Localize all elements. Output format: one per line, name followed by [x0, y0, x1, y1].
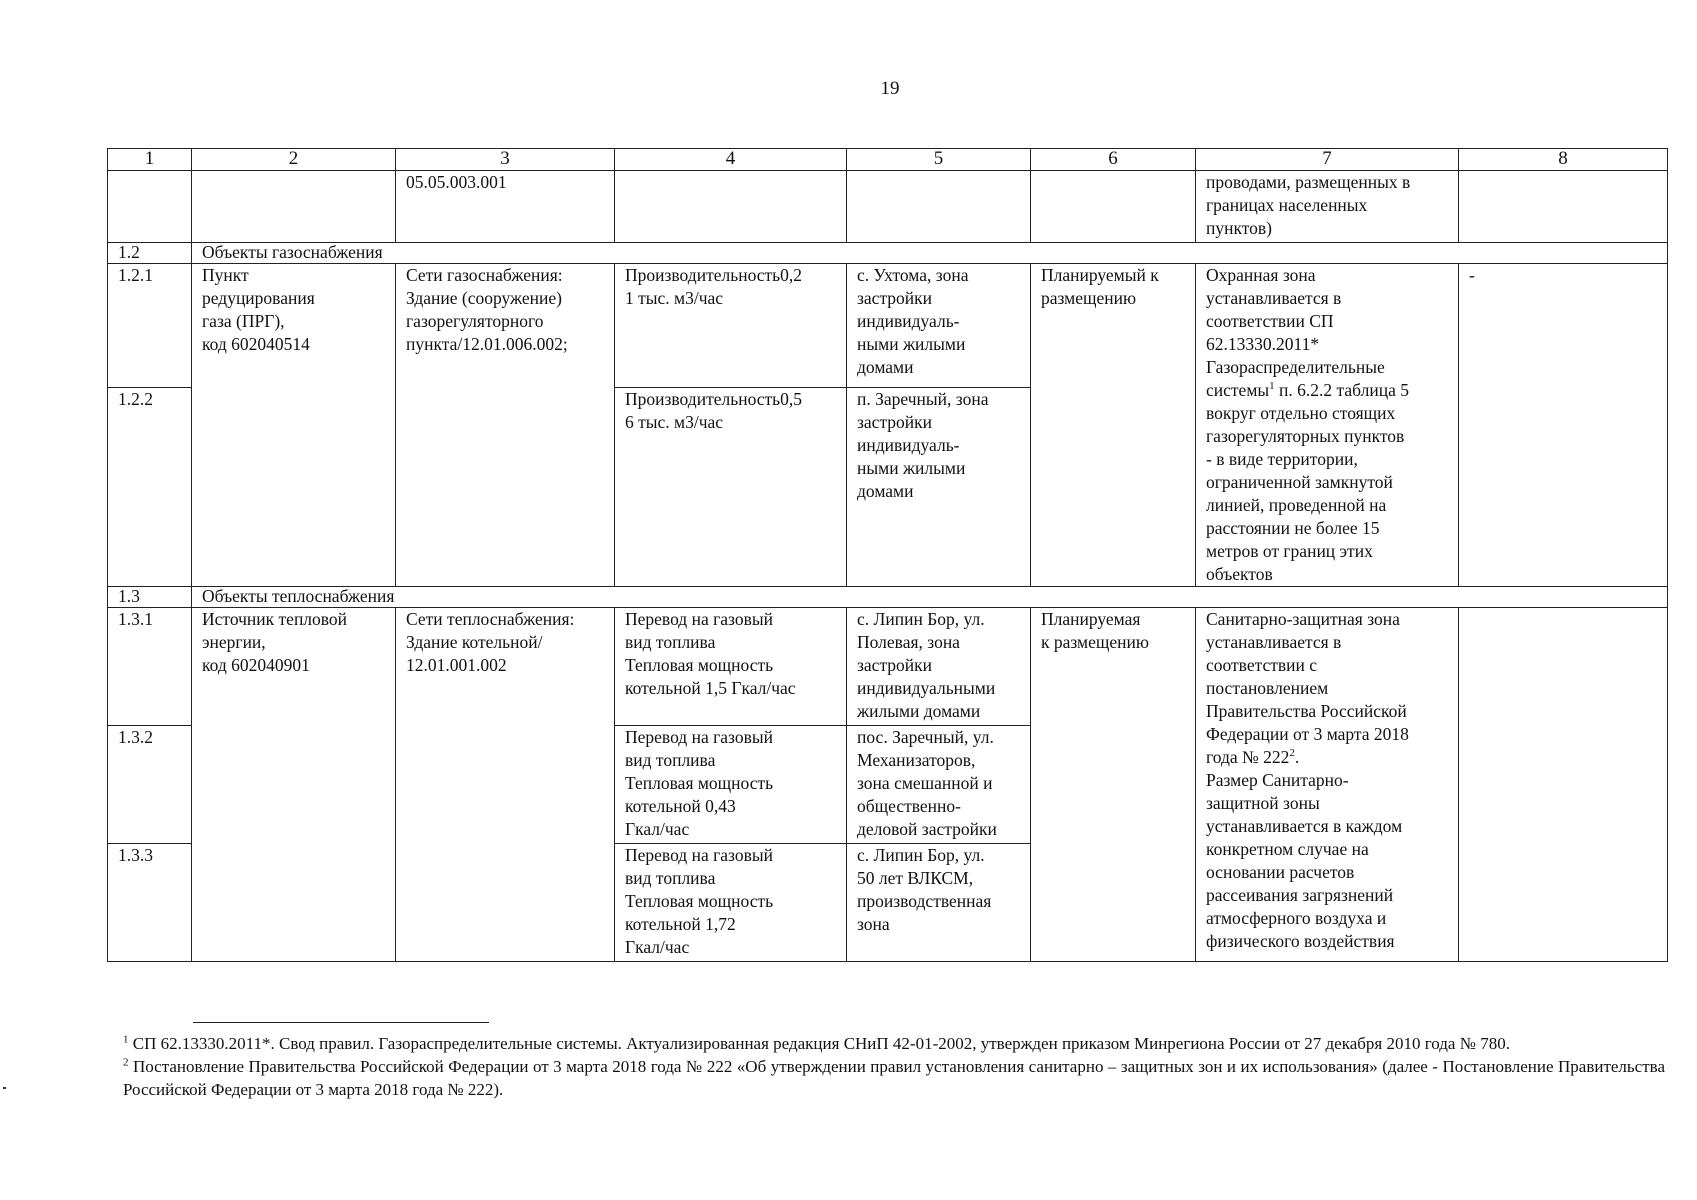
table-cell: [108, 171, 192, 243]
zone-description-cell: Санитарно-защитная зона устанавливается в соответствии с постановлением Правительства Российской Федерации от 3 марта 2018 года № $222^2$. Размер Санитарно- защитной зоны устанавливается в каждом конкретном случае на основании расчетов рассеивания загрязнений атмосферного воздуха и физического воздействия: [1196, 608, 1459, 962]
footnote-mark: 1: [123, 1033, 129, 1046]
table-cell: [847, 171, 1031, 243]
object-purpose-cell: Сети газоснабжения: Здание (сооружение) газорегуляторного пункта/12.01.006.002;: [396, 264, 615, 587]
table-cell-zone-note: проводами, размещенных в границах населенных пунктов): [1196, 171, 1459, 243]
characteristics-cell: Перевод на газовый вид топлива Тепловая мощность котельной 1,72 Гкал/час: [615, 844, 847, 962]
row-number: 1.3.3: [108, 844, 192, 962]
location-cell: с. Ухтома, зона застройки индивидуаль- ными жилыми домами: [847, 264, 1031, 388]
note-cell: -: [1459, 264, 1668, 587]
table-row-continued: [108, 171, 1668, 243]
column-header: 7: [1196, 149, 1459, 171]
table-cell-code: 05.05.003.001: [396, 171, 615, 243]
table-cell: [1031, 171, 1196, 243]
section-number: 1.3: [108, 587, 192, 608]
location-cell: п. Заречный, зона застройки индивидуаль- ными жилыми домами: [847, 387, 1031, 586]
location-cell: с. Липин Бор, ул. 50 лет ВЛКСМ, производственная зона: [847, 844, 1031, 962]
footnote-text: Постановление Правительства Российской Федерации от 3 марта 2018 года № 222 «Об утверждении правил установления санитарно – защитных зон и их использования» (далее - Постановление Правительства Российской Федерации от 3 марта 2018 года № 222).: [123, 1057, 1665, 1099]
characteristics-cell: Перевод на газовый вид топлива Тепловая мощность котельной 1,5 Гкал/час: [615, 608, 847, 726]
location-cell: пос. Заречный, ул. Механизаторов, зона смешанной и общественно- деловой застройки: [847, 726, 1031, 844]
row-number: 1.2.1: [108, 264, 192, 388]
footnotes: [123, 1032, 1665, 1101]
status-cell: Планируемый к размещению: [1031, 264, 1196, 587]
object-purpose-cell: Сети теплоснабжения: Здание котельной/ 12.01.001.002: [396, 608, 615, 962]
column-header: 3: [396, 149, 615, 171]
characteristics-cell: Перевод на газовый вид топлива Тепловая мощность котельной 0,43 Гкал/час: [615, 726, 847, 844]
column-header: 5: [847, 149, 1031, 171]
zone-description-cell: Охранная зона устанавливается в соответствии СП 62.13330.2011* Газораспределительные системы$^1$ п. 6.2.2 таблица 5 вокруг отдельно стоящих газорегуляторных пунктов - в виде территории, ограниченной замкнутой линией, проведенной на расстоянии не более 15 метров от границ этих объектов: [1196, 264, 1459, 587]
planned-objects-table: [107, 148, 1668, 962]
table-cell: [1459, 171, 1668, 243]
section-title: Объекты газоснабжения: [192, 243, 1668, 264]
column-header: 6: [1031, 149, 1196, 171]
row-number: 1.2.2: [108, 387, 192, 586]
location-cell: с. Липин Бор, ул. Полевая, зона застройки индивидуальными жилыми домами: [847, 608, 1031, 726]
table-cell: [192, 171, 396, 243]
table-row-1-2-1: [108, 264, 1668, 388]
column-header: 8: [1459, 149, 1668, 171]
note-cell: [1459, 608, 1668, 962]
page-number: 19: [880, 78, 900, 99]
footnote-1: [123, 1032, 1665, 1055]
object-name-cell: Пункт редуцирования газа (ПРГ), код 602040514: [192, 264, 396, 587]
characteristics-cell: Производительность0,2 1 тыс. м3/час: [615, 264, 847, 388]
object-name-cell: Источник тепловой энергии, код 602040901: [192, 608, 396, 962]
row-number: 1.3.1: [108, 608, 192, 726]
section-row-gas: [108, 243, 1668, 264]
table-row-1-3-1: [108, 608, 1668, 726]
footnote-separator: [193, 1022, 489, 1023]
row-number: 1.3.2: [108, 726, 192, 844]
footnote-ref-1: 1: [1269, 380, 1275, 393]
column-header: 2: [192, 149, 396, 171]
column-header: 4: [615, 149, 847, 171]
status-cell: Планируемая к размещению: [1031, 608, 1196, 962]
column-number-row: [108, 149, 1668, 171]
footnote-ref-2: 2: [1289, 747, 1295, 760]
margin-mark: [3, 1087, 6, 1089]
column-header: 1: [108, 149, 192, 171]
section-title: Объекты теплоснабжения: [192, 587, 1668, 608]
section-row-heat: [108, 587, 1668, 608]
footnote-mark: 2: [123, 1056, 129, 1069]
table-cell: [615, 171, 847, 243]
characteristics-cell: Производительность0,5 6 тыс. м3/час: [615, 387, 847, 586]
footnote-2: [123, 1055, 1665, 1101]
section-number: 1.2: [108, 243, 192, 264]
footnote-text: СП 62.13330.2011*. Свод правил. Газораспределительные системы. Актуализированная редакция СНиП 42-01-2002, утвержден приказом Минрегиона России от 27 декабря 2010 года № 780.: [128, 1034, 1510, 1053]
